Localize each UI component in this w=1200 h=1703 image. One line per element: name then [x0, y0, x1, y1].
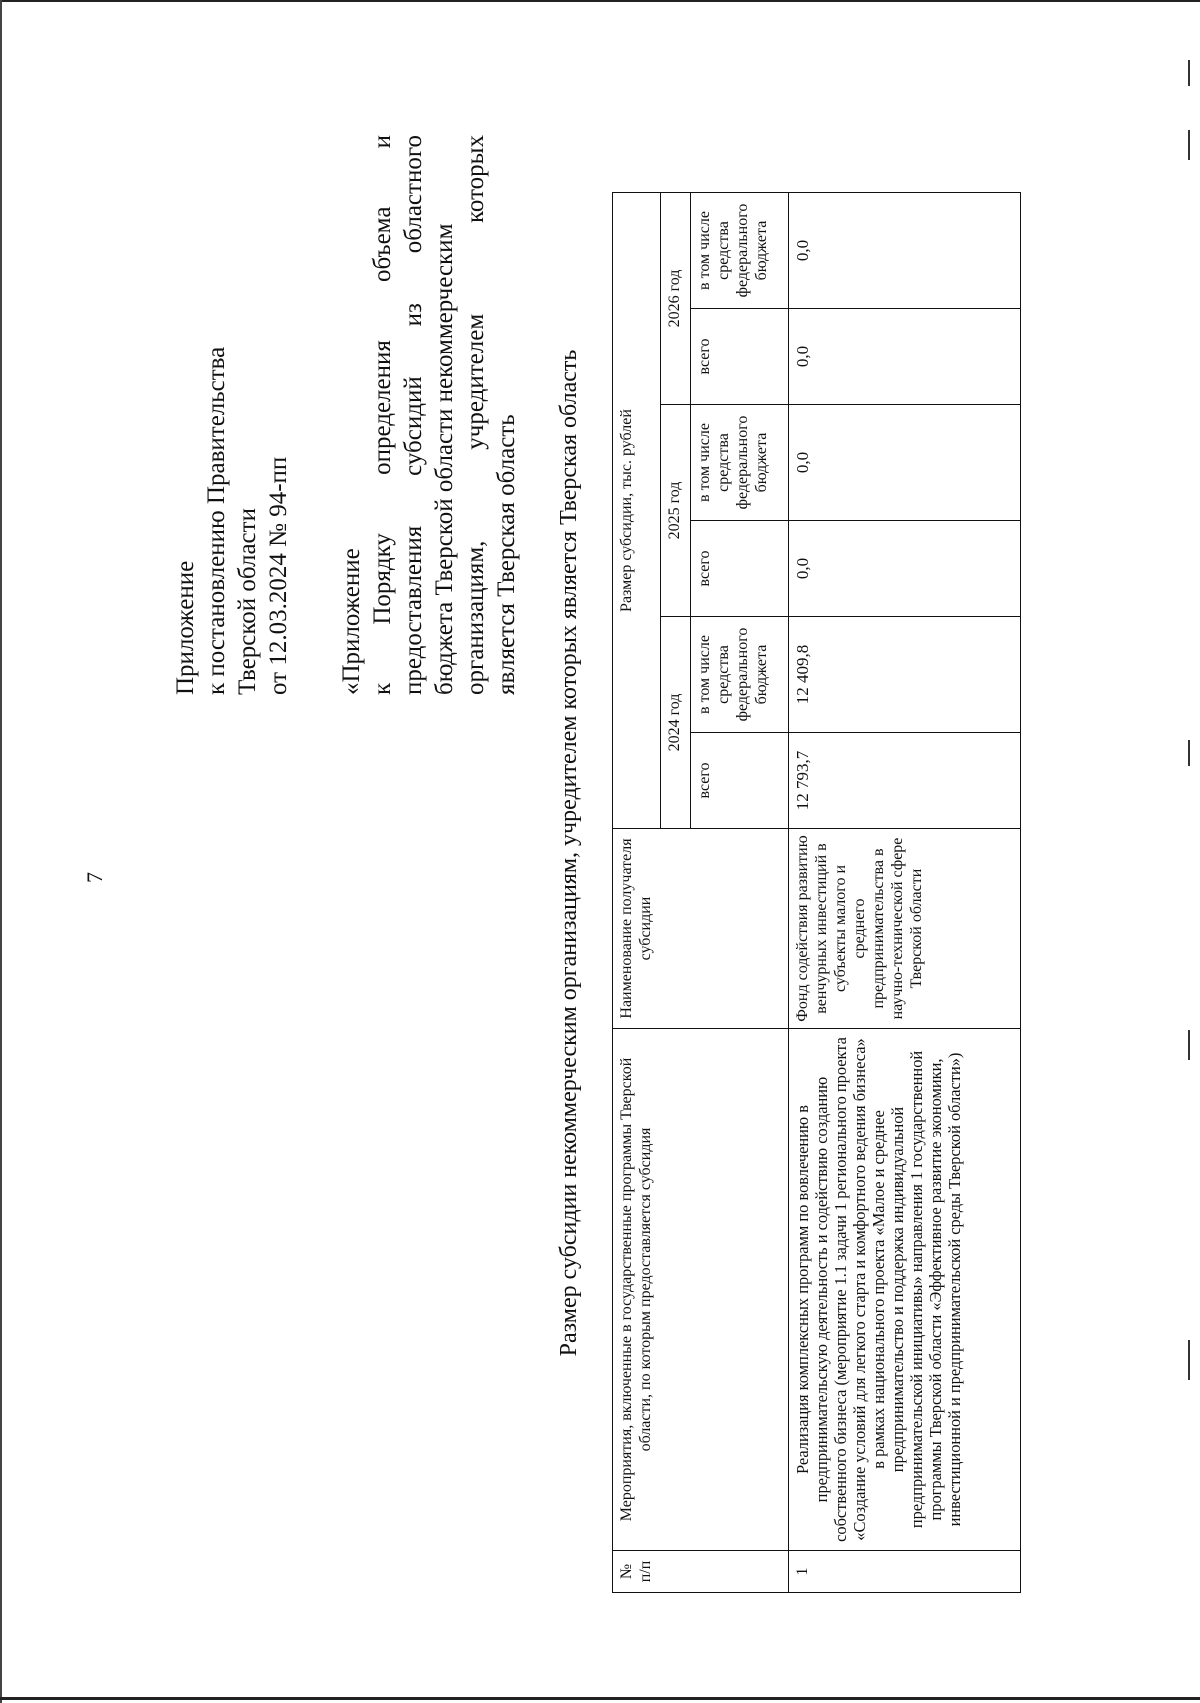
- header-total: всего: [691, 733, 789, 829]
- header-amount: Размер субсидии, тыс. рублей: [613, 193, 661, 829]
- order-word: которых: [462, 135, 489, 223]
- row-measure: Реализация комплексных программ по вовлечению в предпринимательскую деятельность и содействию созданию собственного бизнеса (мероприятие 1.1 задачи 1 регионального проекта «Создание условий для легкого старта и комфортного ведения бизнеса» в рамках национального проекта «Малое и среднее предпринимательство и поддержка индивидуальной предпринимательской инициативы» направления 1 государственной программы Тверской области «Эффективное развитие экономики, инвестиционной и предпринимательской среды Тверской области»): [789, 1029, 1021, 1551]
- header-total: всего: [691, 521, 789, 617]
- header-year-2025: 2025 год: [661, 405, 691, 617]
- order-word: субсидий: [400, 376, 427, 476]
- order-word: объема: [369, 206, 396, 282]
- appendix-line: от 12.03.2024 № 94-пп: [265, 456, 292, 695]
- appendix-line: Тверской области: [234, 508, 261, 695]
- order-word: бюджета Тверской области некоммерческим: [431, 223, 458, 695]
- order-word: и: [369, 135, 396, 149]
- order-line: [460, 135, 491, 695]
- header-year-2024: 2024 год: [661, 617, 691, 829]
- row-2026-total: 0,0: [789, 309, 1021, 405]
- header-num: № п/п: [613, 1551, 789, 1593]
- header-row: [613, 193, 661, 1593]
- row-2025-federal: 0,0: [789, 405, 1021, 521]
- order-reference-block: [336, 135, 522, 695]
- order-line: [336, 135, 367, 695]
- order-word: организациям,: [462, 540, 489, 695]
- row-2026-federal: 0,0: [789, 193, 1021, 309]
- order-line: [398, 135, 429, 695]
- header-recipient: Наименование получателя субсидии: [613, 829, 789, 1029]
- order-word: «Приложение: [338, 548, 365, 695]
- order-line: [429, 135, 460, 695]
- page-number: 7: [82, 872, 107, 883]
- row-2024-total: 12 793,7: [789, 733, 1021, 829]
- order-word: учредителем: [462, 313, 489, 450]
- order-word: из: [400, 303, 427, 327]
- order-word: Порядку: [369, 533, 396, 625]
- order-line: [367, 135, 398, 695]
- header-measures: Мероприятия, включенные в государственные программы Тверской области, по которым предоставляется субсидия: [613, 1029, 789, 1551]
- header-federal: в том числе средства федерального бюджета: [691, 193, 789, 309]
- order-word: является Тверская область: [493, 414, 520, 695]
- row-2025-total: 0,0: [789, 521, 1021, 617]
- appendix-line: Приложение: [172, 560, 199, 695]
- order-line: [491, 135, 522, 695]
- header-total: всего: [691, 309, 789, 405]
- order-word: к: [369, 682, 396, 695]
- table-row: [789, 193, 1021, 1593]
- header-year-2026: 2026 год: [661, 193, 691, 405]
- document-title: Размер субсидии некоммерческим организациям, учредителем которых является Тверская область: [556, 349, 582, 1357]
- order-word: определения: [369, 340, 396, 475]
- appendix-line: к постановлению Правительства: [203, 346, 230, 695]
- appendix-block: [170, 205, 294, 695]
- row-num: 1: [789, 1551, 1021, 1593]
- row-2024-federal: 12 409,8: [789, 617, 1021, 733]
- order-word: предоставления: [400, 525, 427, 695]
- header-federal: в том числе средства федерального бюджета: [691, 405, 789, 521]
- subsidy-table: [612, 192, 1021, 1593]
- row-recipient: Фонд содействия развитию венчурных инвестиций в субъекты малого и среднего предпринимательства в научно-технической сфере Тверской области: [789, 829, 1021, 1029]
- order-word: областного: [400, 135, 427, 254]
- header-federal: в том числе средства федерального бюджета: [691, 617, 789, 733]
